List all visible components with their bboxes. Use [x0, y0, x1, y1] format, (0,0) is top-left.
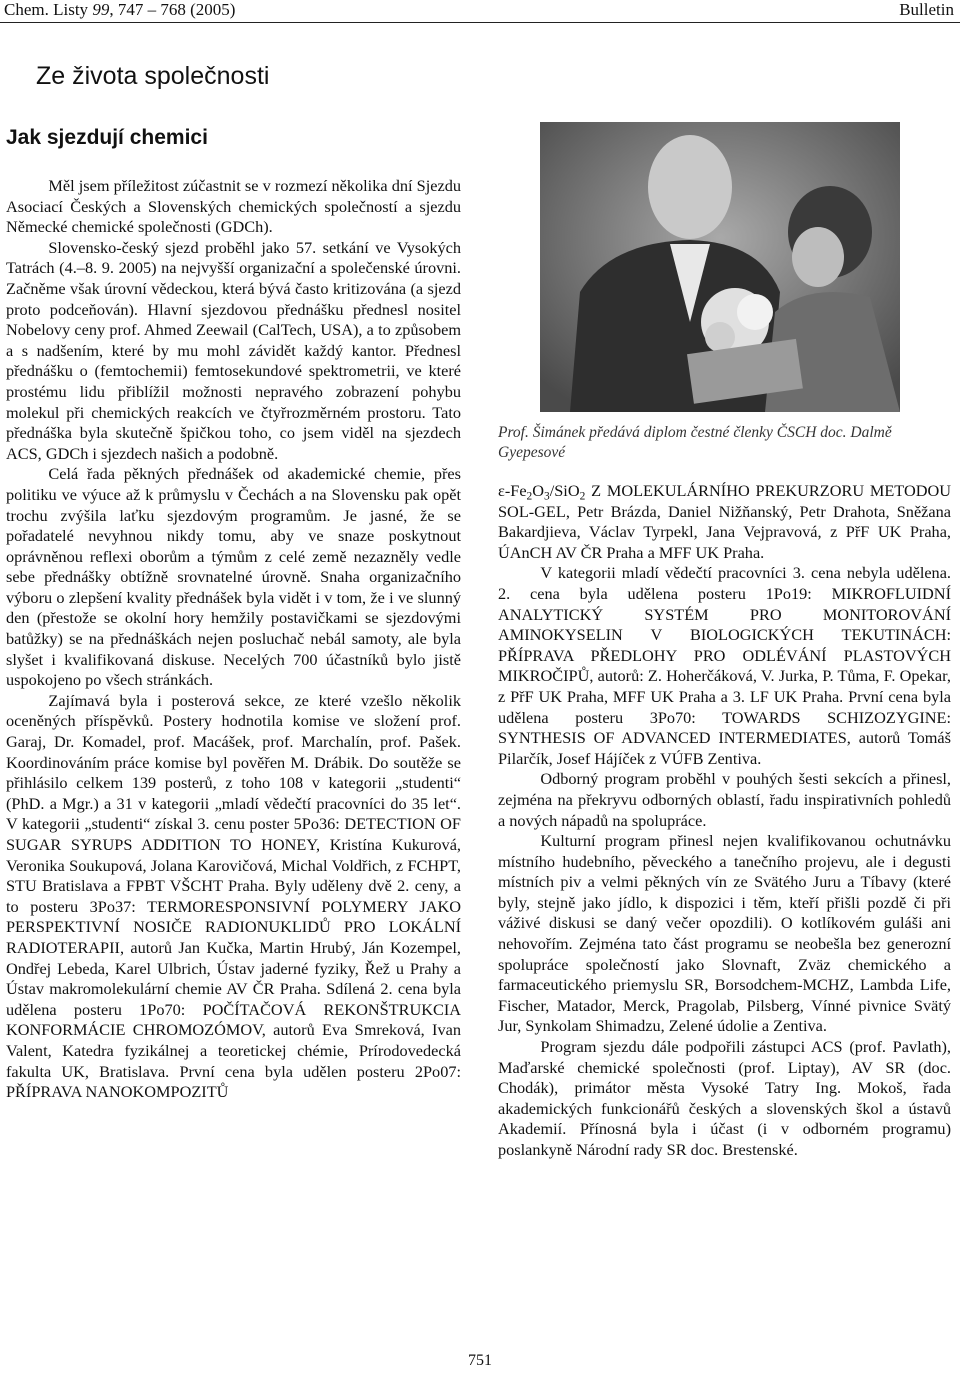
journal-name: Chem. Listy — [4, 0, 89, 19]
right-column — [498, 481, 951, 1161]
paragraph-text: Z MOLEKULÁRNÍHO PREKURZORU METODOU SOL-GEL, Petr Brázda, Daniel Nižňanský, Petr Drahota, Sněžana Bakardjieva, Václav Tyrpekl, Jana Vejpravová, z PřF UK Praha, ÚAnCH AV ČR Praha a MFF UK Praha. — [498, 481, 951, 562]
journal-volume: 99 — [92, 0, 110, 19]
paragraph: Slovensko-český sjezd proběhl jako 57. setkání ve Vysokých Tatrách (4.–8. 9. 2005) na nejvyšší organizační a společenské úrovni. Začněme však úrovní vědeckou, která bývá často kritizována (a sjezd proto podceňován). Hlavní sjezdovou přednášku přednesl nositel Nobelovy ceny prof. Ahmed Zeewail (CalTech, USA), a to způsobem a s nadšením, které by mu mohl závidět každý kantor. Přednesl přednášku o (femtochemii) femtosekundové spektrometrii, ve které prostému lidu přiblížil možnosti nepravého zobrazení pohybu molekul při chemických reakcích ve čtyřrozměrném prostoru. Tato přednáška byla skutečně špičkou toho, co jsem viděl na sjezdech ACS, GDCh i sjezdech našich a podobně. — [6, 237, 461, 463]
formula-subscript: 3 — [544, 490, 550, 503]
formula-part: /SiO — [549, 481, 580, 500]
paragraph: Měl jsem příležitost zúčastnit se v rozmezí několika dní Sjezdu Asociací Českých a Slovenských chemických společností a sjezdu Německé chemické společnosti (GDCh). — [6, 176, 461, 237]
paragraph: Program sjezdu dále podpořili zástupci ACS (prof. Pavlath), Maďarské chemické společnosti (prof. Liptay), AV SR (doc. Chodák), primátor města Vysoké Tatry Ing. Mokoš, řada akademických funkcionářů českých a slovenských škol a ústavů Akademií. Přínosná byla i účast (i v odborném programu) poslankyně Národní rady SR doc. Brestenské. — [498, 1037, 951, 1159]
header-rule — [0, 22, 960, 23]
paragraph: V kategorii mladí vědečtí pracovníci 3. cena nebyla udělena. 2. cena byla udělena posteru 1Po19: MIKROFLUIDNÍ ANALYTICKÝ SYSTÉM PRO MONITOROVÁNÍ AMINOKYSELIN V BIOLOGICKÝCH TEKUTINÁCH: PŘÍPRAVA PŘEDLOHY PRO ODLÉVÁNÍ PLASTOVÝCH MIKROČIPŮ, autorů: Z. Hoherčáková, V. Jurka, P. Tůma, F. Opekar, z PřF UK Praha, MFF UK Praha a 3. LF UK Praha. První cena byla udělena posteru 3Po70: TOWARDS SCHIZOZYGINE: SYNTHESIS OF ADVANCED INTERMEDIATES, autorů Tomáš Pilarčík, Josef Hájíček z VÚFB Zentiva. — [498, 563, 951, 768]
paragraph: Celá řada pěkných přednášek od akademické chemie, přes politiku ve výuce až k průmyslu v Čechách a na Slovensku pak opět trochu zvýšila laťku sjezdovým programům. Je jasné, že se pořadatelé nevyhnou nikdy tomu, aby ve snaze poskytnout oprávněnou reflexi oborům a týmům z celé země nezazněly vedle sebe přednášky obtížně srovnatelné úrovně. Snaha organizačního výboru o zlepšení kvality přednášek byla vidět i v tom, že i ve slunný den (přestože se okolní hory hemžily postavičkami se sjezdovými batůžky) se na přednáškách nejen posluchač nebál samoty, ale byla slyšet i kvalifikovaná diskuse. Necelých 700 účastníků bylo jistě uspokojeno po všech stránkách. — [6, 464, 461, 690]
section-label: Bulletin — [899, 0, 954, 19]
formula-subscript: 2 — [579, 490, 586, 503]
left-column — [6, 176, 461, 1103]
paragraph: Kulturní program přinesl nejen kvalifikovanou ochutnávku místního hudebního, pěveckého a tanečního projevu, ale i degusti místních piv a velmi pěkných vín ze Svätého Juru a Tíbavy (které byly, stejně jako jídlo, k dispozici i těm, kteří přišli pozdě či při váživé diskusi se daný večer opozdili). O kotlíkovém guláši ani nehovořím. Zejména tato část programu se neobešla bez generozní spolupráce společností jako Slovnaft, Zväz chemického a farmaceutického priemyslu SR, Borsodchem-MCHZ, Lambda Life, Fischer, Matador, Merck, Pragolab, Pilsberg, Vínné pivnice Svätý Jur, Synkolam Shimadzu, Zelené údolie a Zentiva. — [498, 831, 951, 1036]
formula-subscript: 2 — [526, 490, 533, 503]
paragraph: Zajímavá byla i posterová sekce, ze které vzešlo několik oceněných příspěvků. Postery hodnotila komise ve složení prof. Garaj, Dr. Komadel, prof. Macášek, prof. Marchalín, prof. Pašek. Koordinováním práce komise byl pověřen M. Drábik. Do soutěže se přihlásilo celkem 139 posterů, z toho 108 v kategorii „studenti“ (PhD. a Mgr.) a 31 v kategorii „mladí vědečtí pracovníci do 35 let“. V kategorii „studenti“ získal 3. cenu poster 5Po36: DETECTION OF SUGAR SYRUPS ADDITION TO HONEY, Kristína Kukurová, Veronika Soukupová, Jolana Karovičová, Michal Voldřich, z FCHPT, STU Bratislava a FPBT VŠCHT Praha. Byly uděleny dvě 2. ceny, a to posteru 3Po37: TERMORESPONSIVNÍ POLYMERY JAKO PERSPEKTIVNÍ NOSIČE RADIONUKLIDŮ PRO LOKÁLNÍ RADIOTERAPII, autorů Jan Kučka, Martin Hrubý, Ján Kozempel, Ondřej Lebeda, Karel Ulbrich, Ústav jaderné fyziky, Řež u Prahy a Ústav makromolekulární chemie AV ČR Praha. Sdílená 2. cena byla udělena posteru 1Po70: POČÍTAČOVÁ REKONŠTRUKCIA KONFORMÁCIE CHROMOZÓMOV, autorů Eva Smreková, Ivan Valent, Katedra fyzikálnej a teoretickej chémie, Prírodovedecká fakulta UK, Bratislava. První cena byla udělen posteru 2Po07: PŘÍPRAVA NANOKOMPOZITŮ — [6, 690, 461, 1102]
photo-image — [540, 122, 900, 412]
formula-part: ε-Fe — [498, 481, 527, 500]
page-number: 751 — [468, 1352, 492, 1369]
journal-citation — [4, 0, 235, 20]
running-header — [0, 0, 960, 24]
formula-part: O — [532, 481, 545, 500]
paragraph-continuation — [498, 481, 951, 563]
section-title: Ze života společnosti — [36, 62, 270, 90]
journal-pages: , 747 – 768 (2005) — [109, 0, 236, 19]
article-title: Jak sjezdují chemici — [6, 126, 208, 149]
figure-caption: Prof. Šimánek předává diplom čestné členky ČSCH doc. Dalmě Gyepesové — [498, 424, 892, 461]
paragraph: Odborný program proběhl v pouhých šesti sekcích a přinesl, zejména na překryvu odborných oblastí, řadu inspirativních pohledů a nových nápadů na spolupráce. — [498, 769, 951, 830]
photo-award-ceremony — [540, 122, 900, 412]
